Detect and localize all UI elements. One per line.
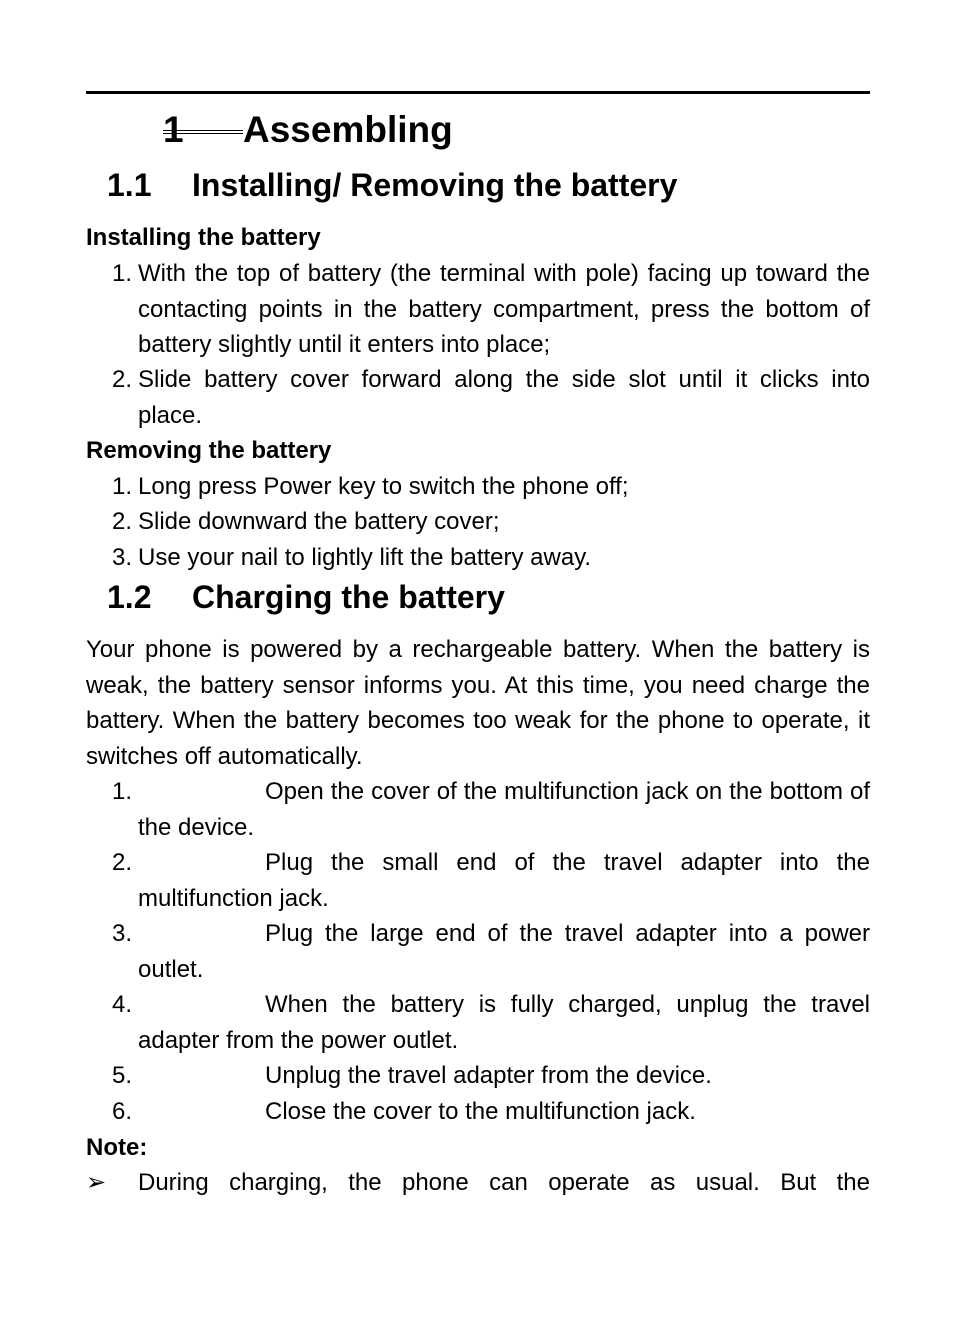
list-item	[86, 256, 870, 363]
list-text: Use your nail to lightly lift the battery away.	[138, 544, 592, 571]
note-bullet-text: During charging, the phone can operate as usual. But the	[138, 1169, 870, 1196]
header-rule	[86, 91, 870, 94]
section-title: Charging the battery	[192, 579, 505, 615]
list-number: 2.	[112, 366, 133, 393]
list-number: 3.	[112, 920, 133, 947]
list-number: 2.	[112, 849, 133, 876]
list-number: 1.	[112, 473, 133, 500]
list-item	[86, 540, 870, 576]
chapter-title-text: Assembling	[243, 109, 453, 150]
list-text: Unplug the travel adapter from the device.	[265, 1062, 712, 1089]
list-item	[86, 362, 870, 433]
list-item	[86, 774, 870, 845]
note-bullet	[86, 1165, 870, 1201]
section-number: 1.2	[107, 579, 152, 615]
section-heading-1-2	[107, 577, 505, 617]
list-text: Open the cover of the multifunction jack on the bottom of the device.	[138, 778, 870, 841]
list-text: Slide battery cover forward along the side slot until it clicks into place.	[138, 366, 870, 429]
arrow-bullet-icon: ➢	[86, 1169, 107, 1196]
list-text: Long press Power key to switch the phone off;	[138, 473, 629, 500]
section-title: Installing/ Removing the battery	[192, 167, 678, 203]
charging-intro-paragraph: Your phone is powered by a rechargeable battery. When the battery is weak, the battery sensor informs you. At this time, you need charge the battery. When the battery becomes too weak for the phone to operate, it switches off automatically.	[86, 636, 870, 770]
list-text: With the top of battery (the terminal with pole) facing up toward the contacting points in the battery compartment, press the bottom of battery slightly until it enters into place;	[138, 260, 870, 359]
list-number: 1.	[112, 778, 133, 805]
note-label: Note:	[86, 1134, 148, 1161]
section-number: 1.1	[107, 167, 152, 203]
list-number: 3.	[112, 544, 133, 571]
list-text: When the battery is fully charged, unplug the travel adapter from the power outlet.	[138, 991, 870, 1054]
list-number: 6.	[112, 1098, 133, 1125]
list-item	[86, 916, 870, 987]
list-text: Plug the large end of the travel adapter into a power outlet.	[138, 920, 870, 983]
list-item	[86, 1094, 870, 1130]
list-number: 4.	[112, 991, 133, 1018]
list-number: 1.	[112, 260, 133, 287]
section-heading-1-1	[107, 165, 677, 205]
list-text: Plug the small end of the travel adapter into the multifunction jack.	[138, 849, 870, 912]
list-item	[86, 1058, 870, 1094]
list-item	[86, 845, 870, 916]
subheading-installing: Installing the battery	[86, 224, 321, 251]
list-item	[86, 504, 870, 540]
list-number: 5.	[112, 1062, 133, 1089]
list-text: Close the cover to the multifunction jack.	[265, 1098, 696, 1125]
list-text: Slide downward the battery cover;	[138, 508, 500, 535]
subheading-removing: Removing the battery	[86, 437, 332, 464]
list-item	[86, 987, 870, 1058]
chapter-number: 1	[163, 108, 243, 152]
list-item	[86, 469, 870, 505]
chapter-title	[163, 108, 453, 152]
list-number: 2.	[112, 508, 133, 535]
